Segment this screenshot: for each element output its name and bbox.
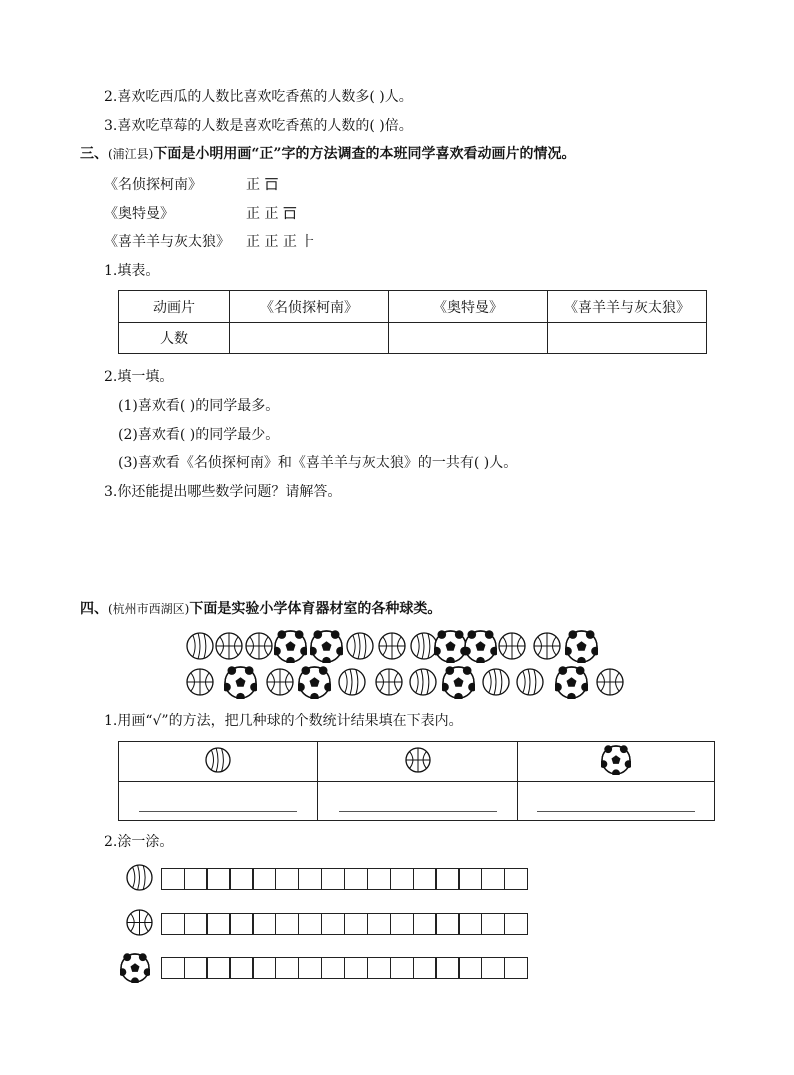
- table-header: 《奥特曼》: [389, 291, 548, 323]
- cartoon-table: [118, 290, 707, 354]
- paint-box[interactable]: [481, 957, 505, 979]
- question-1: 1.用画“√”的方法，把几种球的个数统计结果填在下表内。: [104, 713, 463, 729]
- tally-name: 《名侦探柯南》: [104, 177, 202, 193]
- paint-box[interactable]: [252, 868, 276, 890]
- paint-box[interactable]: [481, 913, 505, 935]
- paint-box[interactable]: [321, 913, 345, 935]
- question-2: 2.喜欢吃西瓜的人数比喜欢吃香蕉的人数多( )人。: [104, 89, 413, 105]
- section-3-heading: [80, 145, 575, 163]
- paint-box[interactable]: [390, 868, 414, 890]
- soccer-icon: [298, 666, 331, 703]
- tick-cell[interactable]: [518, 782, 715, 821]
- question-3: 3.你还能提出哪些数学问题？请解答。: [104, 484, 342, 500]
- paint-box[interactable]: [184, 913, 208, 935]
- tally-name: 《奥特曼》: [104, 206, 174, 222]
- question-2-2: (2)喜欢看( )的同学最少。: [118, 427, 280, 443]
- paint-box[interactable]: [435, 868, 459, 890]
- tick-cell[interactable]: [119, 782, 318, 821]
- basketball-icon: [596, 668, 624, 700]
- paint-box[interactable]: [229, 913, 253, 935]
- ball-count-table: [118, 741, 715, 821]
- soccer-header: [518, 742, 715, 782]
- paint-box[interactable]: [344, 913, 368, 935]
- paint-box[interactable]: [504, 868, 528, 890]
- tally-name: 《喜羊羊与灰太狼》: [104, 234, 230, 250]
- soccer-icon: [464, 630, 497, 667]
- volleyball-icon: [482, 668, 510, 700]
- source-tag: (杭州市西湖区): [108, 602, 190, 616]
- tally-marks: 正 正 𠮛: [246, 206, 297, 222]
- basketball-icon: [375, 668, 403, 700]
- soccer-icon: [120, 953, 150, 987]
- paint-box[interactable]: [298, 957, 322, 979]
- soccer-icon: [565, 630, 598, 667]
- question-2: 2.涂一涂。: [104, 834, 174, 850]
- soccer-icon: [224, 666, 257, 703]
- paint-box[interactable]: [275, 957, 299, 979]
- section-title: 下面是实验小学体育器材室的各种球类。: [189, 601, 442, 617]
- tally-marks: 正 正 正 ⺊: [246, 234, 316, 250]
- paint-box[interactable]: [390, 957, 414, 979]
- paint-box[interactable]: [298, 868, 322, 890]
- table-header: 动画片: [119, 291, 230, 323]
- answer-cell[interactable]: [389, 323, 548, 354]
- soccer-icon: [434, 630, 467, 667]
- basketball-icon: [498, 632, 526, 664]
- paint-box[interactable]: [481, 868, 505, 890]
- answer-cell[interactable]: [548, 323, 707, 354]
- soccer-icon: [274, 630, 307, 667]
- paint-box[interactable]: [206, 913, 230, 935]
- volleyball-icon: [409, 668, 437, 700]
- section-number: 四、: [80, 601, 108, 617]
- row-label: 人数: [119, 323, 230, 354]
- source-tag: (浦江县): [108, 147, 154, 161]
- question-2: 2.填一填。: [104, 369, 174, 385]
- paint-box[interactable]: [161, 913, 185, 935]
- paint-box[interactable]: [206, 957, 230, 979]
- table-header: 《喜羊羊与灰太狼》: [548, 291, 707, 323]
- table-header: 《名侦探柯南》: [230, 291, 389, 323]
- paint-box[interactable]: [275, 913, 299, 935]
- paint-box[interactable]: [321, 957, 345, 979]
- paint-box[interactable]: [367, 868, 391, 890]
- paint-box[interactable]: [390, 913, 414, 935]
- paint-box[interactable]: [275, 868, 299, 890]
- paint-box[interactable]: [252, 913, 276, 935]
- paint-box[interactable]: [344, 957, 368, 979]
- question-2-3: (3)喜欢看《名侦探柯南》和《喜羊羊与灰太狼》的一共有( )人。: [118, 455, 518, 471]
- paint-box[interactable]: [458, 957, 482, 979]
- volleyball-icon: [205, 747, 231, 777]
- soccer-paint-row: [162, 957, 528, 979]
- basketball-icon: [533, 632, 561, 664]
- answer-cell[interactable]: [230, 323, 389, 354]
- paint-box[interactable]: [206, 868, 230, 890]
- paint-box[interactable]: [458, 868, 482, 890]
- volleyball-icon: [186, 632, 214, 664]
- volleyball-header: [119, 742, 318, 782]
- basketball-icon: [245, 632, 273, 664]
- paint-box[interactable]: [321, 868, 345, 890]
- basketball-icon: [405, 747, 431, 777]
- soccer-icon: [601, 745, 631, 779]
- basketball-paint-row: [162, 913, 528, 935]
- basketball-icon: [378, 632, 406, 664]
- paint-box[interactable]: [367, 913, 391, 935]
- basketball-icon: [126, 909, 153, 940]
- paint-box[interactable]: [435, 957, 459, 979]
- paint-box[interactable]: [161, 868, 185, 890]
- soccer-icon: [310, 630, 343, 667]
- paint-box[interactable]: [413, 957, 437, 979]
- question-3: 3.喜欢吃草莓的人数是喜欢吃香蕉的人数的( )倍。: [104, 118, 413, 134]
- volleyball-icon: [516, 668, 544, 700]
- soccer-icon: [555, 666, 588, 703]
- paint-box[interactable]: [344, 868, 368, 890]
- paint-box[interactable]: [252, 957, 276, 979]
- question-1: 1.填表。: [104, 263, 160, 279]
- volleyball-paint-row: [162, 868, 528, 890]
- basketball-icon: [215, 632, 243, 664]
- paint-box[interactable]: [161, 957, 185, 979]
- volleyball-icon: [338, 668, 366, 700]
- paint-box[interactable]: [435, 913, 459, 935]
- paint-box[interactable]: [458, 913, 482, 935]
- paint-box[interactable]: [298, 913, 322, 935]
- paint-box[interactable]: [413, 868, 437, 890]
- volleyball-icon: [126, 864, 153, 895]
- basketball-icon: [266, 668, 294, 700]
- section-4-heading: [80, 600, 441, 618]
- volleyball-icon: [346, 632, 374, 664]
- paint-box[interactable]: [413, 913, 437, 935]
- paint-box[interactable]: [184, 957, 208, 979]
- section-title: 下面是小明用画“正”字的方法调查的本班同学喜欢看动画片的情况。: [153, 146, 576, 162]
- paint-box[interactable]: [504, 913, 528, 935]
- tick-cell[interactable]: [318, 782, 518, 821]
- paint-box[interactable]: [367, 957, 391, 979]
- paint-box[interactable]: [184, 868, 208, 890]
- basketball-icon: [186, 668, 214, 700]
- paint-box[interactable]: [229, 957, 253, 979]
- paint-box[interactable]: [504, 957, 528, 979]
- basketball-header: [318, 742, 518, 782]
- tally-marks: 正 𠮛: [246, 177, 279, 193]
- soccer-icon: [442, 666, 475, 703]
- section-number: 三、: [80, 146, 108, 162]
- question-2-1: (1)喜欢看( )的同学最多。: [118, 398, 280, 414]
- paint-box[interactable]: [229, 868, 253, 890]
